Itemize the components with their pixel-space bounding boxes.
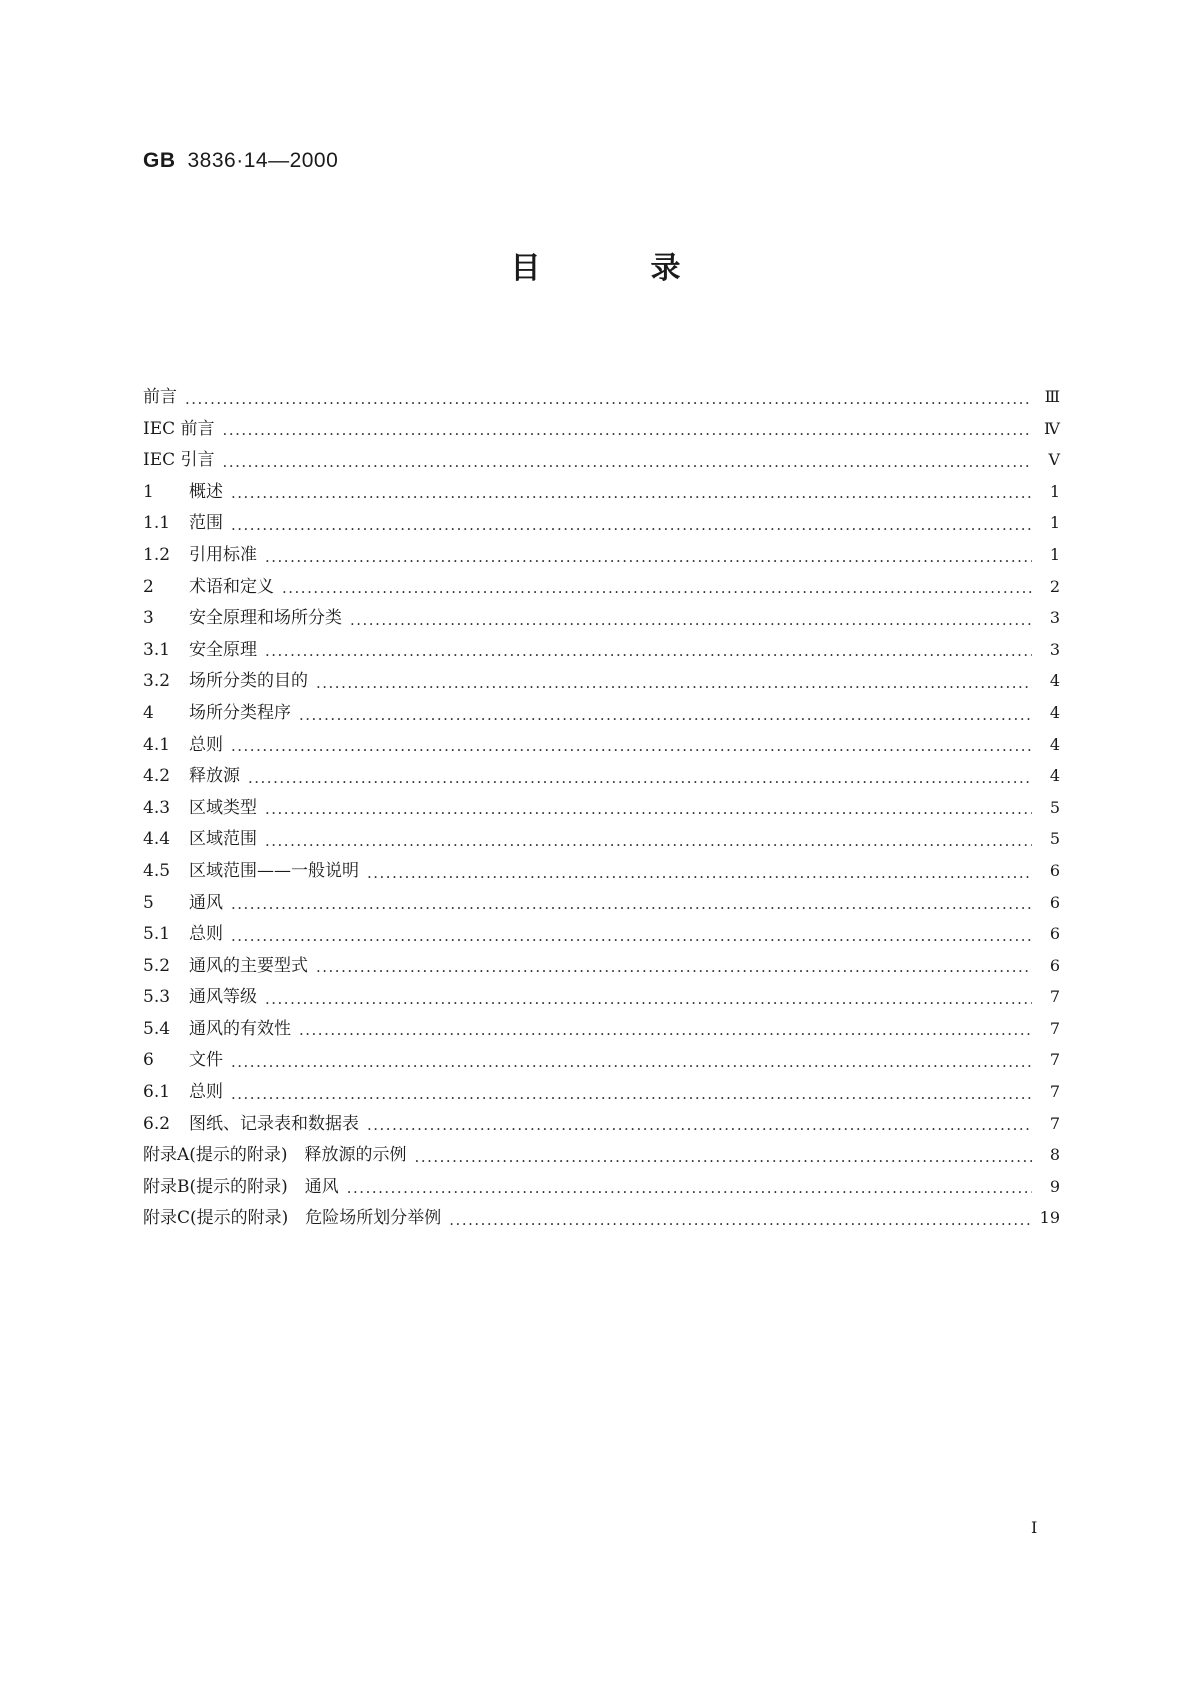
toc-entry-label: 区域范围 [189, 829, 257, 850]
toc-entry-page: 6 [1049, 860, 1060, 880]
toc-leader-dots [231, 931, 1032, 951]
toc-entry-page: Ⅳ [1044, 418, 1060, 438]
toc-leader-dots [449, 1215, 1032, 1235]
toc-entry-label: 术语和定义 [189, 576, 274, 597]
toc-entry[interactable] [143, 951, 1060, 983]
toc-leader-dots [223, 457, 1032, 477]
toc-entry-label: 通风的有效性 [189, 1018, 291, 1039]
toc-leader-dots [415, 1152, 1032, 1172]
toc-leader-dots [350, 615, 1032, 635]
toc-entry-number: 4 [143, 702, 154, 723]
toc-entry-label: 释放源 [189, 766, 240, 787]
toc-entry-page: 3 [1049, 608, 1060, 628]
toc-entry-number: 1 [143, 481, 154, 502]
toc-entry[interactable] [143, 698, 1060, 730]
toc-entry[interactable] [143, 382, 1060, 414]
toc-leader-dots [265, 804, 1032, 824]
toc-entry-label: 安全原理和场所分类 [189, 608, 342, 629]
toc-leader-dots [231, 741, 1032, 761]
toc-entry[interactable] [143, 1014, 1060, 1046]
toc-entry-page: 8 [1049, 1145, 1060, 1165]
toc-entry-label: 区域范围——一般说明 [189, 860, 359, 881]
toc-entry-label: 图纸、记录表和数据表 [189, 1113, 359, 1134]
toc-entry-label: 附录C(提示的附录) 危险场所划分举例 [143, 1208, 442, 1229]
toc-leader-dots [248, 773, 1032, 793]
toc-entry-page: Ⅲ [1044, 387, 1060, 406]
toc-entry-page: 2 [1049, 576, 1060, 596]
toc-entry[interactable] [143, 572, 1060, 604]
toc-entry-number: 4.1 [143, 734, 171, 755]
toc-leader-dots [231, 520, 1032, 540]
toc-leader-dots [367, 1120, 1032, 1140]
toc-entry-page: 1 [1049, 544, 1060, 564]
toc-entry-page: 1 [1049, 481, 1060, 501]
toc-entry-label: 场所分类的目的 [189, 671, 308, 692]
toc-entry-label: 概述 [189, 481, 223, 502]
toc-entry-label: 总则 [189, 924, 223, 945]
toc-entry-number: 4.4 [143, 829, 171, 850]
toc-leader-dots [265, 994, 1032, 1014]
toc-entry-page: 7 [1049, 1113, 1060, 1133]
toc-entry-label: 引用标准 [189, 544, 257, 565]
page-number: I [1031, 1518, 1038, 1537]
toc-leader-dots [231, 899, 1032, 919]
table-of-contents [143, 382, 1060, 1235]
toc-entry-label: 文件 [189, 1050, 223, 1071]
toc-entry-page: 4 [1049, 766, 1060, 786]
toc-entry-number: 3 [143, 608, 154, 629]
toc-entry-label: 前言 [143, 387, 177, 407]
toc-entry[interactable] [143, 793, 1060, 825]
toc-leader-dots [265, 552, 1032, 572]
toc-entry[interactable] [143, 414, 1060, 446]
toc-entry-number: 6.1 [143, 1082, 171, 1103]
toc-entry-page: 7 [1049, 1050, 1060, 1070]
toc-entry-number: 6 [143, 1050, 154, 1071]
toc-entry-page: 6 [1049, 924, 1060, 944]
toc-entry-number: 4.2 [143, 766, 171, 787]
toc-entry-page: 6 [1049, 955, 1060, 975]
toc-entry-number: 4.5 [143, 860, 171, 881]
toc-entry-page: 7 [1049, 1082, 1060, 1102]
toc-entry-page: 19 [1039, 1208, 1060, 1228]
toc-entry-number: 5 [143, 892, 154, 913]
toc-entry[interactable] [143, 666, 1060, 698]
toc-entry-page: 3 [1049, 639, 1060, 659]
toc-entry[interactable] [143, 477, 1060, 509]
toc-entry[interactable] [143, 1077, 1060, 1109]
standard-number: 3836·14—2000 [187, 149, 339, 172]
toc-leader-dots [347, 1183, 1032, 1203]
toc-leader-dots [282, 583, 1032, 603]
toc-entry[interactable] [143, 540, 1060, 572]
toc-leader-dots [231, 488, 1032, 508]
toc-entry-page: 9 [1049, 1176, 1060, 1196]
toc-entry-page: 6 [1049, 892, 1060, 912]
toc-entry-page: 1 [1049, 513, 1060, 533]
toc-entry-number: 1.2 [143, 544, 171, 565]
toc-leader-dots [299, 1025, 1032, 1045]
toc-entry-number: 3.2 [143, 671, 171, 692]
toc-entry[interactable] [143, 730, 1060, 762]
toc-entry-number: 6.2 [143, 1113, 171, 1134]
toc-entry-label: 通风的主要型式 [189, 955, 308, 976]
toc-entry-label: 安全原理 [189, 639, 257, 660]
standard-code [143, 149, 338, 173]
toc-entry-label: 附录B(提示的附录) 通风 [143, 1176, 339, 1197]
toc-entry-page: 7 [1049, 987, 1060, 1007]
toc-entry-number: 5.4 [143, 1018, 171, 1039]
toc-entry-page: Ⅴ [1048, 450, 1060, 470]
toc-entry[interactable] [143, 1172, 1060, 1204]
toc-entry[interactable] [143, 635, 1060, 667]
page-title: 目录 [510, 251, 791, 286]
toc-leader-dots [231, 1089, 1032, 1109]
toc-entry[interactable] [143, 603, 1060, 635]
toc-entry[interactable] [143, 761, 1060, 793]
toc-entry-number: 5.2 [143, 955, 171, 976]
toc-entry-label: IEC 前言 [143, 418, 215, 439]
toc-entry-label: 区域类型 [189, 797, 257, 818]
toc-leader-dots [185, 394, 1032, 414]
toc-entry-page: 5 [1049, 797, 1060, 817]
toc-leader-dots [299, 710, 1032, 730]
toc-entry-label: 通风 [189, 892, 223, 913]
toc-entry-label: 场所分类程序 [189, 702, 291, 723]
toc-entry-label: 总则 [189, 734, 223, 755]
toc-entry[interactable] [143, 888, 1060, 920]
toc-entry-number: 1.1 [143, 513, 171, 534]
standard-prefix: GB [143, 149, 176, 172]
toc-entry-page: 4 [1049, 734, 1060, 754]
toc-entry-number: 3.1 [143, 639, 171, 660]
toc-entry-label: 总则 [189, 1082, 223, 1103]
toc-leader-dots [316, 962, 1032, 982]
toc-entry-number: 5.3 [143, 987, 171, 1008]
toc-entry[interactable] [143, 1109, 1060, 1141]
toc-entry[interactable] [143, 1203, 1060, 1235]
toc-entry-page: 4 [1049, 671, 1060, 691]
toc-leader-dots [265, 646, 1032, 666]
toc-entry[interactable] [143, 1140, 1060, 1172]
toc-leader-dots [231, 1057, 1032, 1077]
toc-entry[interactable] [143, 1045, 1060, 1077]
toc-entry[interactable] [143, 919, 1060, 951]
toc-entry[interactable] [143, 508, 1060, 540]
toc-entry[interactable] [143, 445, 1060, 477]
toc-leader-dots [316, 678, 1032, 698]
toc-entry[interactable] [143, 824, 1060, 856]
toc-entry-page: 4 [1049, 702, 1060, 722]
toc-entry-label: 附录A(提示的附录) 释放源的示例 [143, 1145, 407, 1166]
toc-entry-number: 2 [143, 576, 154, 597]
toc-entry[interactable] [143, 856, 1060, 888]
toc-entry-label: 通风等级 [189, 987, 257, 1008]
toc-leader-dots [367, 868, 1032, 888]
toc-entry-page: 5 [1049, 829, 1060, 849]
toc-entry-label: 范围 [189, 513, 223, 534]
toc-entry-label: IEC 引言 [143, 450, 215, 471]
toc-entry-page: 7 [1049, 1018, 1060, 1038]
toc-entry-number: 4.3 [143, 797, 171, 818]
toc-leader-dots [223, 425, 1032, 445]
toc-entry[interactable] [143, 982, 1060, 1014]
toc-entry-number: 5.1 [143, 924, 171, 945]
toc-leader-dots [265, 836, 1032, 856]
